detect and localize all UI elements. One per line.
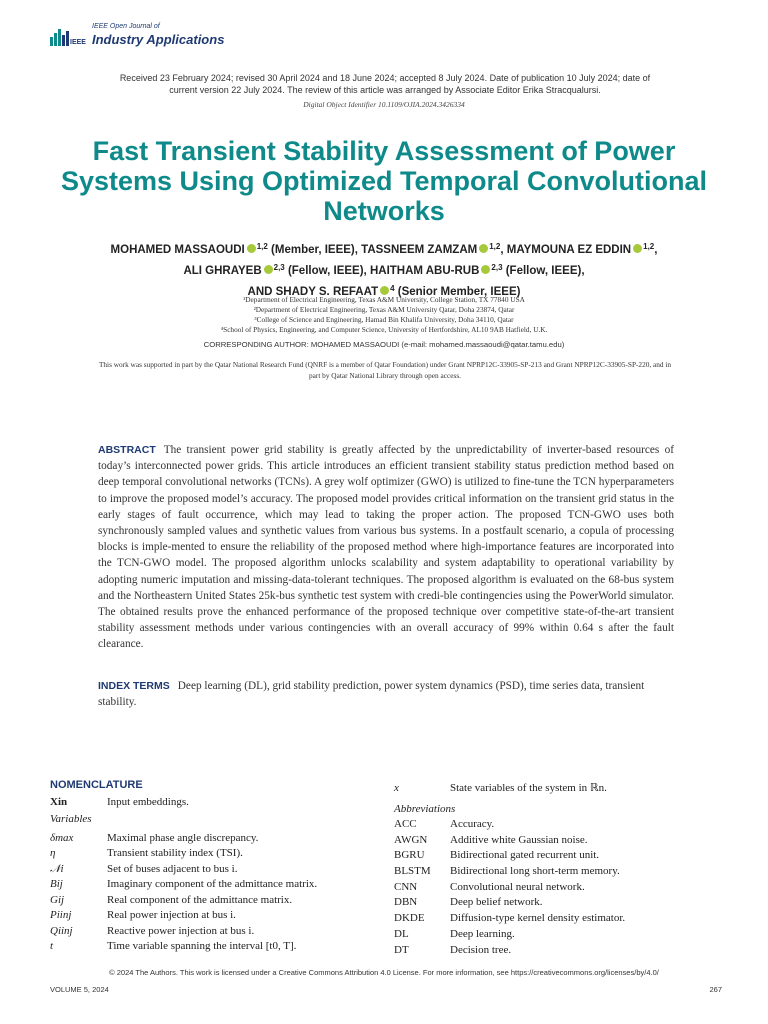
author-affiliation: 1,2 [256,242,268,251]
received-dates: Received 23 February 2024; revised 30 April 2024 and 18 June 2024; accepted 8 July 2024. Date of publication 10 July 2024; date of current version 22 July 2024. The review of this article was arranged by Associate Editor Erika Stracqualursi. [119,73,651,95]
abbreviation-desc: Decision tree. [450,943,512,956]
nomenclature-symbol: x [394,782,399,794]
nomenclature-symbol: Bij [50,878,63,890]
nomenclature-row [50,846,380,862]
index-terms-text: Deep learning (DL), grid stability prediction, power system dynamics (PSD), time series data, transient stability. [98,680,645,709]
abbreviation-symbol: BGRU [394,849,425,862]
nomenclature-symbol: Piinj [50,909,72,921]
author-suffix: , [500,244,507,256]
abbreviation-symbol: DT [394,943,409,956]
abbreviation-desc: Accuracy. [450,818,495,830]
nomenclature-desc: Reactive power injection at bus i. [107,924,255,937]
abbreviation-desc: Bidirectional long short-term memory. [450,865,620,878]
nomenclature-row [50,939,380,955]
orcid-icon[interactable] [247,244,256,253]
author-name: HAITHAM ABU-RUB [369,265,480,277]
nomenclature-desc: Time variable spanning the interval [t0, T]. [107,940,297,952]
author-suffix: (Fellow, IEEE), [284,265,370,277]
journal-name: Industry Applications [92,32,225,47]
author-name: ALI GHRAYEB [183,265,262,277]
abbreviation-symbol: BLSTM [394,865,431,878]
orcid-icon[interactable] [264,265,273,274]
abbreviation-row [394,911,724,927]
abbreviation-row [394,895,724,911]
affiliation-line: ²Department of Electrical Engineering, Texas A&M University Qatar, Doha 23874, Qatar [253,305,515,314]
nomenclature-desc: Set of buses adjacent to bus i. [107,862,238,875]
orcid-icon[interactable] [479,244,488,253]
nomenclature-symbol: Qiinj [50,924,73,937]
nomenclature-left-column [50,779,380,955]
nomenclature-row [50,877,380,893]
orcid-icon[interactable] [633,244,642,253]
funding-statement: This work was supported in part by the Qatar National Research Fund (QNRF is a member of Qatar Foundation) under Grant NPRP12C-33905-SP-213 and Grant NPRP12C-33905-SP-220, and in part by Qatar National Library through open access. [98,360,672,380]
affiliation-line: ³College of Science and Engineering, Hamad Bin Khalifa University, Doha 34110, Qatar [254,315,514,324]
abbreviation-row [394,927,724,943]
ieee-logo-icon [50,26,86,46]
nomenclature-desc: Imaginary component of the admittance matrix. [107,878,318,890]
abbreviation-symbol: AWGN [394,833,428,846]
footer-volume: VOLUME 5, 2024 [50,985,109,994]
journal-kicker: IEEE Open Journal of [92,23,160,30]
svg-text:IEEE: IEEE [70,39,86,46]
abbreviation-row [394,848,724,864]
orcid-icon[interactable] [481,265,490,274]
nomenclature-row [50,893,380,909]
abstract [98,442,674,653]
author-affiliation: 2,3 [273,263,285,272]
author-affiliation: 4 [390,284,395,293]
abbreviation-symbol: ACC [394,818,417,830]
author-affiliation: 1,2 [643,242,655,251]
abbreviation-desc: Bidirectional gated recurrent unit. [450,849,600,862]
doi-line[interactable]: Digital Object Identifier 10.1109/OJIA.2024.3426334 [303,100,465,109]
author-suffix: (Senior Member, IEEE) [394,286,521,298]
abstract-label: ABSTRACT [98,444,156,456]
author-name: MOHAMED MASSAOUDI [110,244,245,256]
abstract-text: The transient power grid stability is greatly affected by the unpredictability of inverter-based resources of today’s interconnected power grids. This article introduces an efficient transient stability status prediction method based on deep temporal convolutional networks (TCNs). A grey wolf optimizer (GWO) is utilized to fine-tune the TCN hyperparameters to improve the proposed model’s accuracy. The proposed model provides critical information on the transient grid status in the early stages of fault occurrence, which may lead to taking the proper action. The proposed TCN-GWO uses both synchronously sampled values and synthetic values from various bus systems. In a postfault scenario, a copula of processing blocks is imple-mented to ensure the reliability of the proposed method where high-importance features are incorporated into the TCN-GWO model. The proposed algorithm unlocks scalability and system adaptability to operational variability by adopting numeric imputation and missing-data-tolerant techniques. The proposed algorithm is evaluated on the 68-bus system and the Northeastern United States 25k-bus synthetic test system with credi-ble contingencies using the PowerWorld simulator. The obtained results prove the enhanced performance of the proposed technique over competitive state-of-the-art transient stability assessment methods under various contingencies with an overall accuracy of 99% within 0.64 s after the fault clearance. [98,444,674,651]
author-suffix: (Fellow, IEEE), [502,265,585,277]
affiliations [100,295,668,335]
footer-page-number: 267 [709,985,722,994]
abbreviation-desc: Convolutional neural network. [450,880,585,893]
orcid-icon[interactable] [380,286,389,295]
nomenclature-right-column [394,779,724,958]
abbreviation-row [394,833,724,849]
nomenclature-desc: State variables of the system in ℝn. [450,782,607,794]
index-terms [98,678,674,710]
nomenclature-desc: Real component of the admittance matrix. [107,893,293,906]
nomenclature-symbol: Xin [50,796,68,808]
nomenclature-row [394,779,724,797]
abbreviation-row [394,864,724,880]
affiliation-line: ¹Department of Electrical Engineering, Texas A&M University, College Station, TX 77840 USA [243,295,525,304]
author-suffix: (Member, IEEE), [267,244,362,256]
nomenclature-desc: Input embeddings. [107,796,189,808]
variables-heading: Variables [50,812,92,825]
author-suffix: , [654,244,658,256]
index-terms-label: INDEX TERMS [98,680,170,692]
license-notice: © 2024 The Authors. This work is licensed under a Creative Commons Attribution 4.0 License. For more information, see https://creativecommons.org/licenses/by/4.0/ [109,968,659,977]
abbreviation-symbol: DBN [394,896,418,909]
nomenclature-symbol: δmax [50,831,74,844]
nomenclature-symbol: t [50,940,54,952]
nomenclature-symbol: η [50,847,56,859]
nomenclature-desc: Real power injection at bus i. [107,909,236,921]
abbreviation-desc: Deep belief network. [450,896,543,909]
paper-title: Fast Transient Stability Assessment of Power Systems Using Optimized Temporal Convolutional Networks [60,136,708,226]
abbreviation-row [394,817,724,833]
corresponding-author: CORRESPONDING AUTHOR: MOHAMED MASSAOUDI (e-mail: mohamed.massaoudi@qatar.tamu.edu) [203,340,565,349]
author-affiliation: 2,3 [491,263,503,272]
abbreviation-desc: Additive white Gaussian noise. [450,833,588,846]
abbreviation-desc: Deep learning. [450,927,515,940]
nomenclature-symbol: 𝒩i [50,862,64,875]
nomenclature-row [50,908,380,924]
affiliation-line: ⁴School of Physics, Engineering, and Computer Science, University of Hertfordshire, AL10 9AB Hatfield, U.K. [220,325,548,334]
author-affiliation: 1,2 [489,242,501,251]
abbreviation-symbol: DL [394,927,409,940]
abbreviation-symbol: DKDE [394,912,425,925]
nomenclature-title: NOMENCLATURE [50,779,143,791]
nomenclature-desc: Maximal phase angle discrepancy. [107,831,259,844]
author-name: TASSNEEM ZAMZAM [361,244,478,256]
nomenclature-row [50,795,380,811]
nomenclature-row [50,862,380,878]
abbreviations-heading: Abbreviations [394,803,456,815]
abbreviation-desc: Diffusion-type kernel density estimator. [450,912,626,925]
author-list [40,238,728,301]
author-name: MAYMOUNA EZ EDDIN [506,244,632,256]
nomenclature-row [50,831,380,847]
nomenclature-symbol: Gij [50,893,65,906]
author-name: AND SHADY S. REFAAT [247,286,379,298]
abbreviation-symbol: CNN [394,880,418,893]
abbreviation-row [394,880,724,896]
nomenclature-row [50,924,380,940]
abbreviation-row [394,943,724,959]
nomenclature-desc: Transient stability index (TSI). [107,847,243,859]
